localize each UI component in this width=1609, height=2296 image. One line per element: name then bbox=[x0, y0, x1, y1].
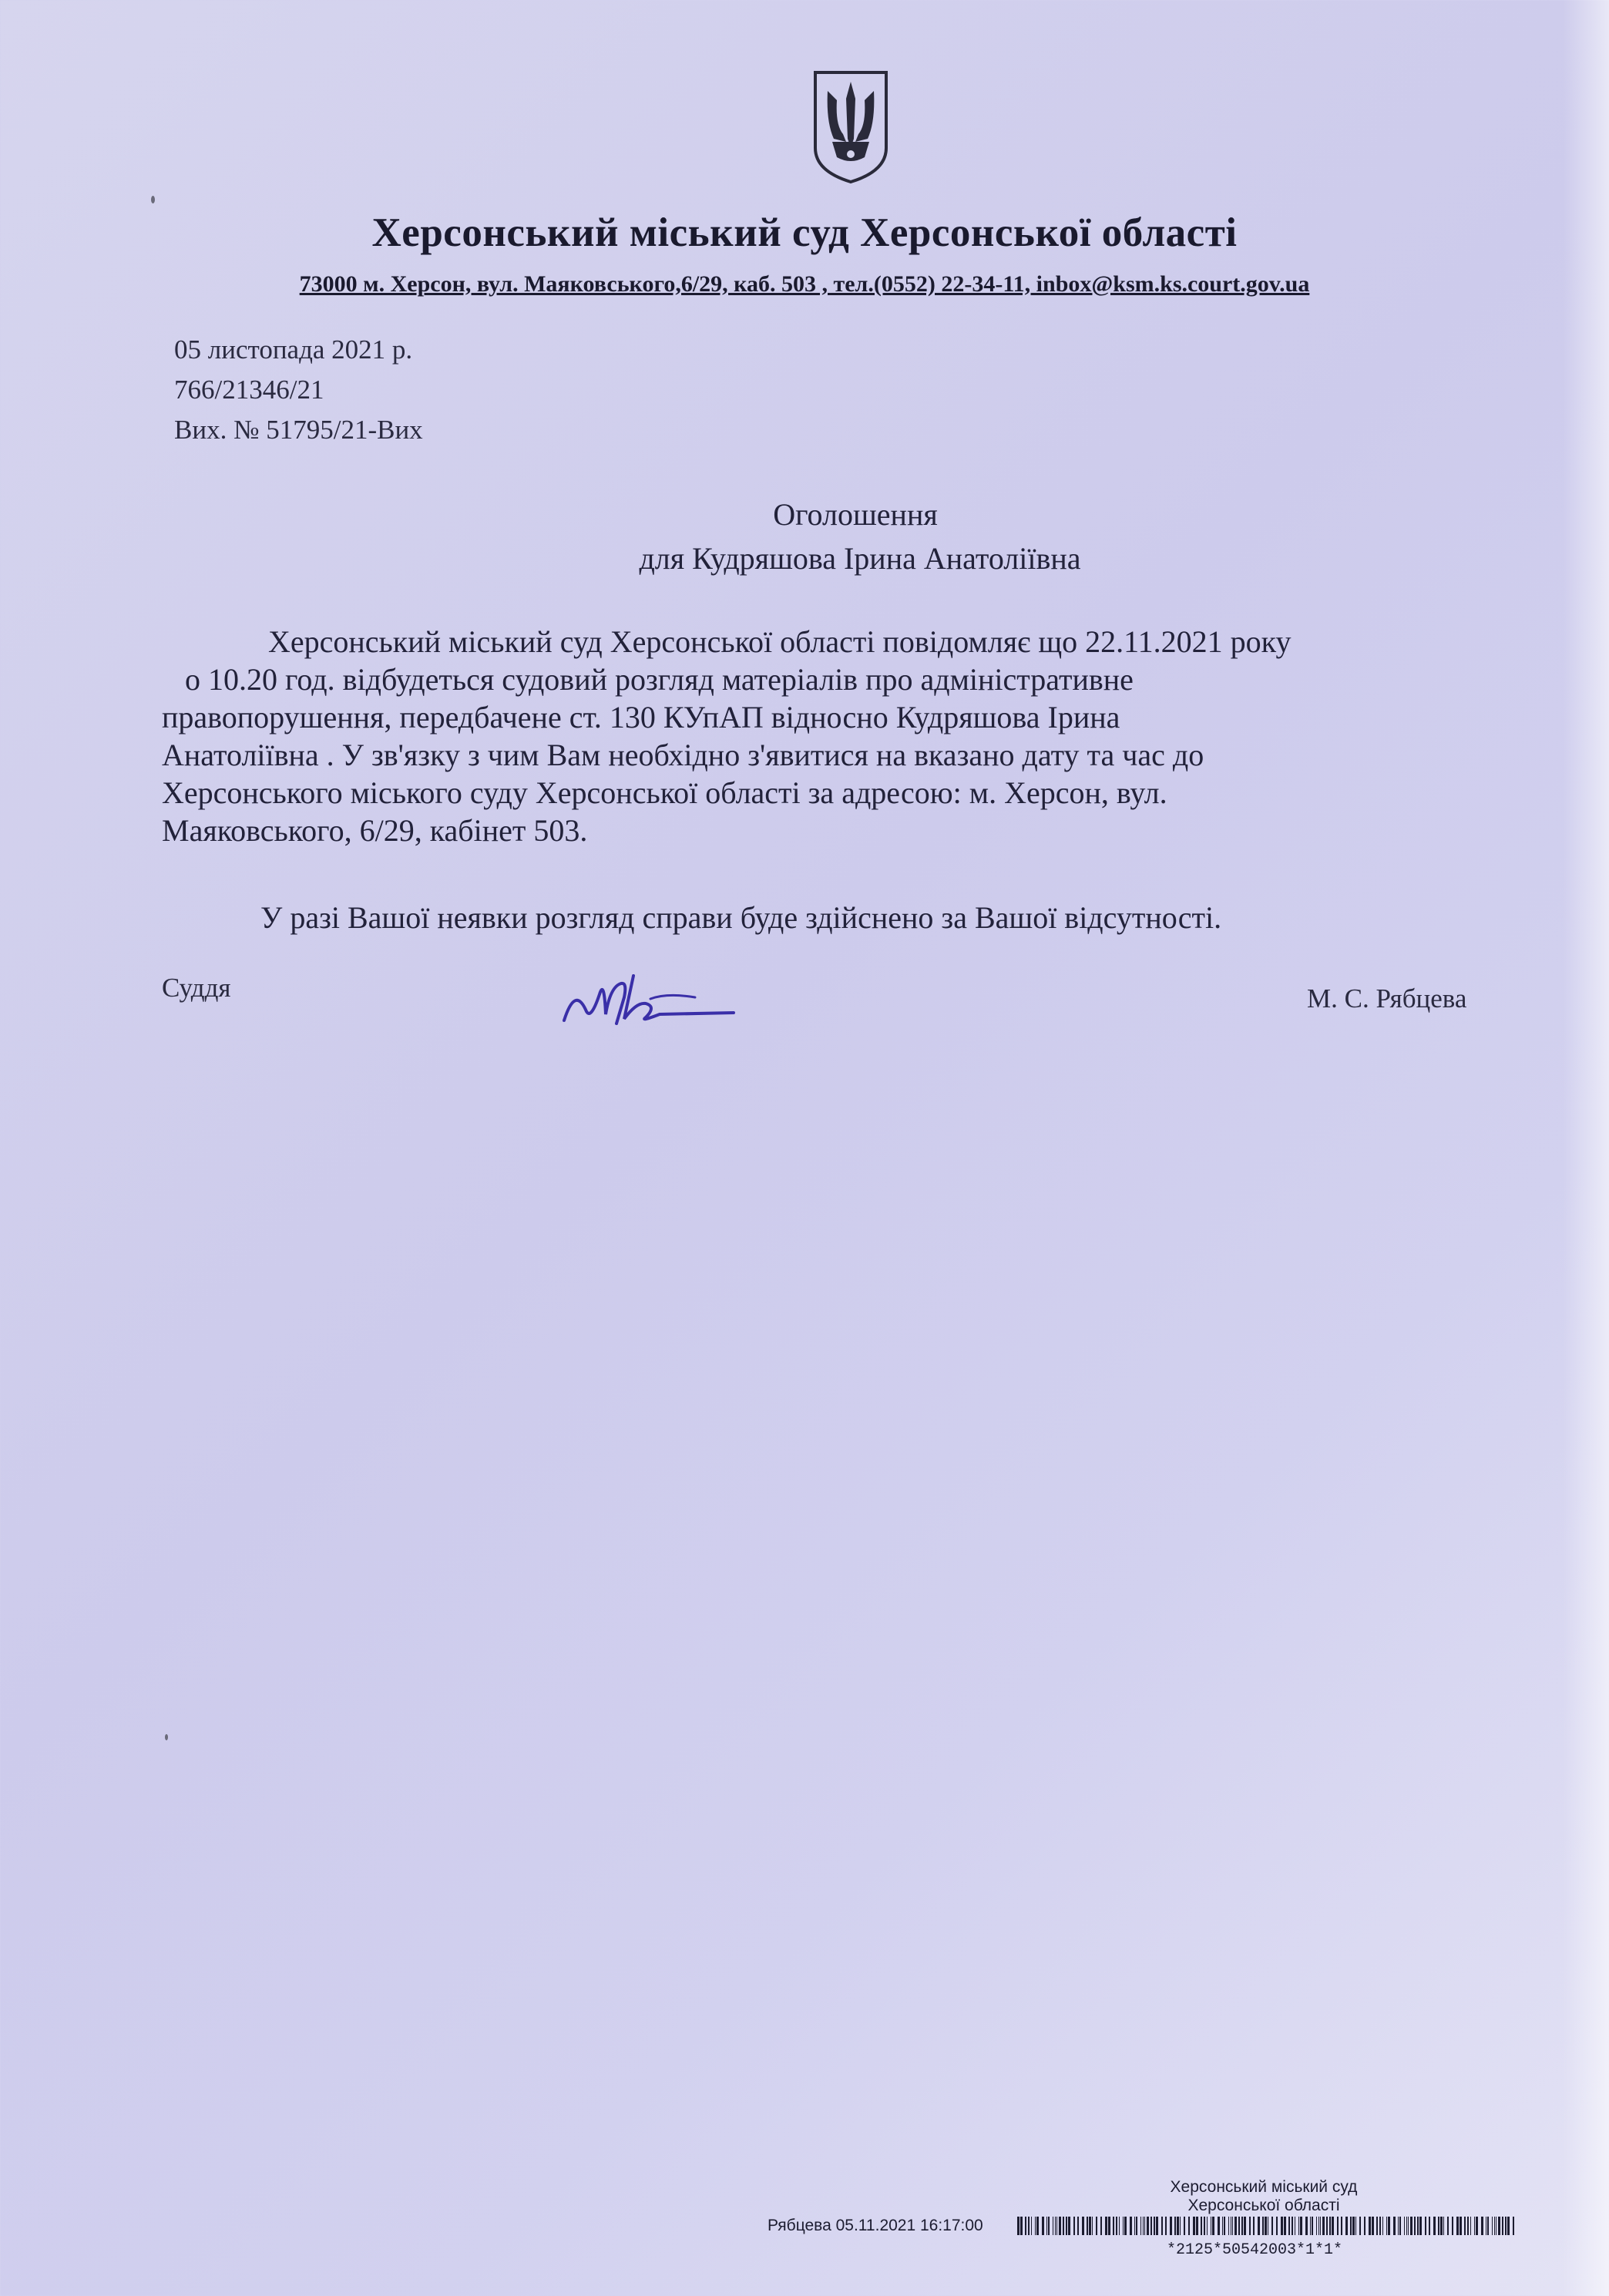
barcode-bar bbox=[1180, 2217, 1181, 2235]
barcode-bar bbox=[1165, 2217, 1167, 2235]
barcode-bar bbox=[1136, 2217, 1137, 2235]
barcode-bar bbox=[1470, 2217, 1471, 2235]
barcode-bar bbox=[1068, 2217, 1070, 2235]
barcode-bar bbox=[1467, 2217, 1469, 2235]
e-signature-signer: Рябцева 05.11.2021 16:17:00 bbox=[768, 2217, 983, 2234]
barcode-bar bbox=[1156, 2217, 1158, 2235]
barcode-bar bbox=[1265, 2217, 1267, 2235]
barcode-bar bbox=[1447, 2217, 1449, 2235]
barcode-bar bbox=[1386, 2217, 1387, 2235]
barcode-bar bbox=[1073, 2217, 1075, 2235]
paper-speck bbox=[165, 1734, 168, 1740]
barcode-bar bbox=[1140, 2217, 1141, 2235]
barcode-bar bbox=[1204, 2217, 1205, 2235]
paragraph-line: У разі Вашої неявки розгляд справи буде здійснено за Вашої відсутності. bbox=[260, 900, 1222, 935]
stamp-court-line: Херсонський міський суд bbox=[1170, 2178, 1358, 2196]
barcode-bar bbox=[1193, 2217, 1195, 2235]
barcode-bar bbox=[1369, 2217, 1371, 2235]
barcode-bar bbox=[1063, 2217, 1064, 2235]
handwritten-signature bbox=[559, 956, 737, 1030]
case-number: 766/21346/21 bbox=[174, 375, 324, 405]
page-edge-shading bbox=[1563, 0, 1609, 2296]
barcode-bar bbox=[1452, 2217, 1453, 2235]
notice-title: Оголошення bbox=[773, 497, 938, 532]
barcode-bar bbox=[1222, 2217, 1223, 2235]
barcode-bar bbox=[1398, 2217, 1399, 2235]
barcode-bar bbox=[1505, 2217, 1507, 2235]
barcode-bar bbox=[1288, 2217, 1290, 2235]
barcode-bar bbox=[1077, 2217, 1079, 2235]
barcode-bar bbox=[1276, 2217, 1278, 2235]
paragraph-line: о 10.20 год. відбудеться судовий розгляд матеріалів про адміністративне bbox=[185, 662, 1134, 697]
barcode-bar bbox=[1116, 2217, 1117, 2235]
barcode-bar bbox=[1212, 2217, 1214, 2235]
barcode-bar bbox=[1345, 2217, 1348, 2235]
barcode-bar bbox=[1355, 2217, 1356, 2235]
barcode-bar bbox=[1241, 2217, 1243, 2235]
barcode-bar bbox=[1487, 2217, 1489, 2235]
barcode-bar bbox=[1048, 2217, 1050, 2235]
barcode-bar bbox=[1507, 2217, 1510, 2235]
barcode-bar bbox=[1502, 2217, 1503, 2235]
barcode-bar bbox=[1498, 2217, 1500, 2235]
barcode-bar bbox=[1372, 2217, 1374, 2235]
barcode-bar bbox=[1196, 2217, 1198, 2235]
barcode-bar bbox=[1393, 2217, 1396, 2235]
barcode-bar bbox=[1042, 2217, 1044, 2235]
barcode-bar bbox=[1177, 2217, 1179, 2235]
barcode-bar bbox=[1341, 2217, 1342, 2235]
barcode-bar bbox=[1464, 2217, 1466, 2235]
barcode-bar bbox=[1312, 2217, 1313, 2235]
barcode-bar bbox=[1096, 2217, 1097, 2235]
barcode-bar bbox=[1207, 2217, 1208, 2235]
court-address-link[interactable]: 73000 м. Херсон, вул. Маяковського,6/29, каб. 503 , тел.(0552) 22-34-11, inbox@ksm.ks.court.gov.ua bbox=[299, 271, 1310, 297]
barcode-bar bbox=[1113, 2217, 1114, 2235]
court-name-heading: Херсонський міський суд Херсонської області bbox=[371, 210, 1238, 255]
barcode-bar bbox=[1425, 2217, 1426, 2235]
barcode-bar bbox=[1253, 2217, 1255, 2235]
barcode-bar bbox=[1320, 2217, 1321, 2235]
barcode-bar bbox=[1316, 2217, 1317, 2235]
barcode-icon bbox=[1016, 2215, 1517, 2238]
barcode-bar bbox=[1359, 2217, 1361, 2235]
barcode-bar bbox=[1092, 2217, 1093, 2235]
barcode-bar bbox=[1059, 2217, 1061, 2235]
barcode-bar bbox=[1147, 2217, 1149, 2235]
barcode-bar bbox=[1234, 2217, 1237, 2235]
barcode-number: *2125*50542003*1*1* bbox=[1167, 2241, 1343, 2259]
barcode-bar bbox=[1218, 2217, 1220, 2235]
barcode-bar bbox=[1438, 2217, 1439, 2235]
barcode-bar bbox=[1154, 2217, 1155, 2235]
barcode-bar bbox=[1035, 2217, 1036, 2235]
barcode-bar bbox=[1143, 2217, 1144, 2235]
barcode-bar bbox=[1318, 2217, 1319, 2235]
barcode-bar bbox=[1150, 2217, 1152, 2235]
barcode-bar bbox=[1326, 2217, 1328, 2235]
barcode-bar bbox=[1161, 2217, 1163, 2235]
barcode-bar bbox=[1292, 2217, 1293, 2235]
barcode-bar bbox=[1298, 2217, 1299, 2235]
barcode-bar bbox=[1066, 2217, 1067, 2235]
barcode-bar bbox=[1028, 2217, 1030, 2235]
barcode-bar bbox=[1404, 2217, 1405, 2235]
paragraph-line: Херсонського міського суду Херсонської області за адресою: м. Херсон, вул. bbox=[162, 775, 1167, 810]
barcode-bar bbox=[1031, 2217, 1032, 2235]
paper-speck bbox=[151, 196, 155, 203]
barcode-bar bbox=[1134, 2217, 1135, 2235]
barcode-bar bbox=[1188, 2217, 1190, 2235]
barcode-bar bbox=[1262, 2217, 1264, 2235]
barcode-bar bbox=[1456, 2217, 1459, 2235]
barcode-bar bbox=[1329, 2217, 1331, 2235]
barcode-bar bbox=[1119, 2217, 1120, 2235]
barcode-bar bbox=[1144, 2217, 1145, 2235]
paragraph-line: Маяковського, 6/29, кабінет 503. bbox=[162, 813, 588, 848]
barcode-bar bbox=[1170, 2217, 1172, 2235]
barcode-bar bbox=[1410, 2217, 1412, 2235]
barcode-bar bbox=[1020, 2217, 1023, 2235]
paragraph-line: Анатоліївна . У зв'язку з чим Вам необхідно з'явитися на вказано дату та час до bbox=[162, 738, 1204, 772]
barcode-bar bbox=[1108, 2217, 1110, 2235]
notice-paragraph-1 bbox=[162, 623, 1533, 849]
barcode-bar bbox=[1224, 2217, 1225, 2235]
barcode-bar bbox=[1228, 2217, 1229, 2235]
barcode-bar bbox=[1414, 2217, 1416, 2235]
barcode-bar bbox=[1460, 2217, 1462, 2235]
notice-recipient: для Кудряшова Ірина Анатоліївна bbox=[639, 541, 1081, 576]
barcode-bar bbox=[1124, 2217, 1127, 2235]
barcode-bar bbox=[1481, 2217, 1483, 2235]
stamp-court-line: Херсонської області bbox=[1187, 2197, 1340, 2214]
barcode-bar bbox=[1232, 2217, 1233, 2235]
barcode-bar bbox=[1305, 2217, 1308, 2235]
outgoing-number: Вих. № 51795/21-Вих bbox=[174, 415, 423, 445]
barcode-bar bbox=[1017, 2217, 1019, 2235]
barcode-bar bbox=[1443, 2217, 1444, 2235]
barcode-bar bbox=[1379, 2217, 1381, 2235]
barcode-bar bbox=[1429, 2217, 1430, 2235]
barcode-bar bbox=[1322, 2217, 1325, 2235]
barcode-bar bbox=[1082, 2217, 1084, 2235]
barcode-bar bbox=[1244, 2217, 1246, 2235]
barcode-bar bbox=[1087, 2217, 1088, 2235]
barcode-bar bbox=[1408, 2217, 1409, 2235]
paragraph-line: правопорушення, передбачене ст. 130 КУпАП відносно Кудряшова Ірина bbox=[162, 700, 1120, 735]
barcode-bar bbox=[1440, 2217, 1443, 2235]
barcode-bar bbox=[1055, 2217, 1056, 2235]
barcode-bar bbox=[1474, 2217, 1475, 2235]
document-date: 05 листопада 2021 р. bbox=[174, 334, 413, 365]
barcode-bar bbox=[1056, 2217, 1057, 2235]
barcode-bar bbox=[1310, 2217, 1311, 2235]
barcode-bar bbox=[1281, 2217, 1283, 2235]
barcode-bar bbox=[1089, 2217, 1091, 2235]
barcode-bar bbox=[1419, 2217, 1422, 2235]
barcode-bar bbox=[1376, 2217, 1378, 2235]
barcode-bar bbox=[1300, 2217, 1302, 2235]
barcode-bar bbox=[1350, 2217, 1352, 2235]
barcode-bar bbox=[1388, 2217, 1390, 2235]
signer-role: Суддя bbox=[162, 973, 231, 1003]
barcode-bar bbox=[1382, 2217, 1383, 2235]
barcode-bar bbox=[1046, 2217, 1047, 2235]
barcode-bar bbox=[1406, 2217, 1407, 2235]
barcode-bar bbox=[1337, 2217, 1339, 2235]
barcode-bar bbox=[1184, 2217, 1185, 2235]
barcode-bar bbox=[1100, 2217, 1102, 2235]
ukraine-trident-icon bbox=[811, 68, 891, 185]
notice-paragraph-2 bbox=[162, 899, 1533, 936]
barcode-bar bbox=[1258, 2217, 1260, 2235]
barcode-bar bbox=[1284, 2217, 1286, 2235]
barcode-bar bbox=[1174, 2217, 1176, 2235]
barcode-bar bbox=[1271, 2217, 1273, 2235]
barcode-bar bbox=[1494, 2217, 1495, 2235]
paragraph-line: Херсонський міський суд Херсонської області повідомляє що 22.11.2021 року bbox=[268, 624, 1292, 659]
barcode-bar bbox=[1123, 2217, 1124, 2235]
barcode-bar bbox=[1352, 2217, 1355, 2235]
barcode-bar bbox=[1025, 2217, 1026, 2235]
barcode-bar bbox=[1201, 2217, 1202, 2235]
barcode-bar bbox=[1513, 2217, 1514, 2235]
barcode-bar bbox=[1332, 2217, 1334, 2235]
signer-name: М. С. Рябцева bbox=[1307, 983, 1467, 1014]
barcode-bar bbox=[1417, 2217, 1419, 2235]
barcode-bar bbox=[1399, 2217, 1401, 2235]
document-meta bbox=[174, 330, 423, 450]
barcode-bar bbox=[1105, 2217, 1107, 2235]
barcode-bar bbox=[1476, 2217, 1478, 2235]
e-signature-court bbox=[1125, 2178, 1402, 2215]
barcode-bar bbox=[1238, 2217, 1240, 2235]
barcode-bar bbox=[1433, 2217, 1436, 2235]
barcode-bar bbox=[1492, 2217, 1493, 2235]
barcode-bar bbox=[1249, 2217, 1251, 2235]
barcode-bar bbox=[1130, 2217, 1132, 2235]
barcode-bar bbox=[1036, 2217, 1039, 2235]
barcode-bar bbox=[1364, 2217, 1365, 2235]
